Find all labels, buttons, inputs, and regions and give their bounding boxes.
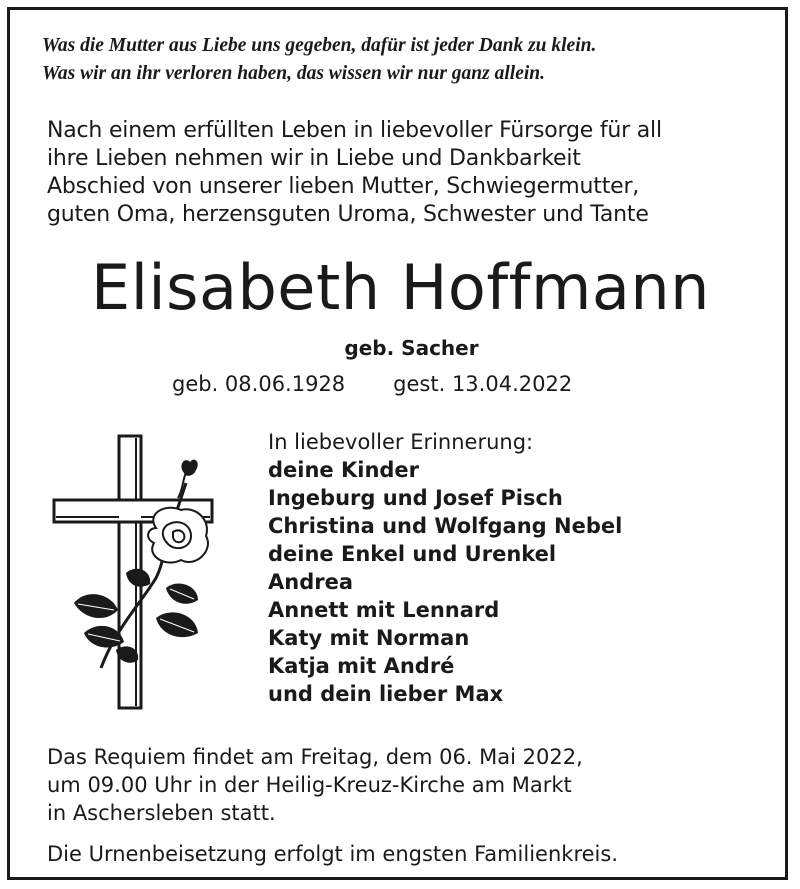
- intro-text: [47, 117, 777, 229]
- obituary-notice: [7, 7, 788, 880]
- maiden-name: geb. Sacher: [344, 336, 479, 360]
- mourner-entry: deine Kinder: [268, 458, 420, 482]
- intro-line-1: Nach einem erfüllten Leben in liebevoller Fürsorge für all: [47, 118, 662, 143]
- death-date: gest. 13.04.2022: [393, 372, 573, 396]
- requiem-notice: [47, 743, 777, 827]
- deceased-name: Elisabeth Hoffmann: [91, 251, 710, 324]
- motto-verse: [42, 32, 772, 88]
- intro-line-3: Abschied von unserer lieben Mutter, Schwiegermutter,: [47, 174, 640, 199]
- mourner-entry: Christina und Wolfgang Nebel: [268, 514, 623, 538]
- mourner-entry: und dein lieber Max: [268, 682, 504, 706]
- cross-with-rose-icon: [46, 428, 218, 713]
- mourners-lead: In liebevoller Erinnerung:: [268, 430, 534, 454]
- intro-line-2: ihre Lieben nehmen wir in Liebe und Dankbarkeit: [47, 146, 581, 171]
- motto-line-1: Was die Mutter aus Liebe uns gegeben, dafür ist jeder Dank zu klein.: [42, 35, 597, 56]
- requiem-line-2: um 09.00 Uhr in der Heilig-Kreuz-Kirche am Markt: [47, 773, 572, 797]
- mourner-entry: Katy mit Norman: [268, 626, 470, 650]
- mourner-entry: Annett mit Lennard: [268, 598, 500, 622]
- requiem-line-3: in Aschersleben statt.: [47, 801, 276, 825]
- mourner-entry: Andrea: [268, 570, 354, 594]
- life-dates: [172, 370, 672, 398]
- mourner-entry: deine Enkel und Urenkel: [268, 542, 557, 566]
- birth-date: geb. 08.06.1928: [172, 372, 346, 396]
- requiem-line-1: Das Requiem findet am Freitag, dem 06. Mai 2022,: [47, 745, 583, 769]
- mourners-list: [268, 428, 768, 708]
- intro-line-4: guten Oma, herzensguten Uroma, Schwester und Tante: [47, 202, 649, 227]
- burial-notice: Die Urnenbeisetzung erfolgt im engsten Familienkreis.: [47, 842, 618, 866]
- mourner-entry: Ingeburg und Josef Pisch: [268, 486, 563, 510]
- mourner-entry: Katja mit André: [268, 654, 455, 678]
- motto-line-2: Was wir an ihr verloren haben, das wissen wir nur ganz allein.: [42, 63, 545, 84]
